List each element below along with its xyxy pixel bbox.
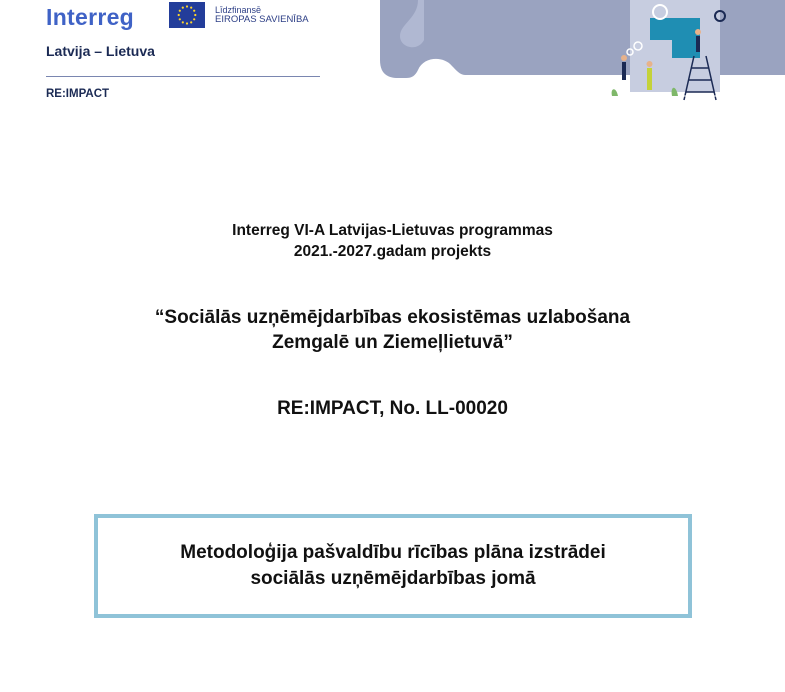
cofinance-line-2: EIROPAS SAVIENĪBA bbox=[215, 14, 309, 25]
project-title bbox=[0, 305, 785, 355]
interreg-wordmark: Interreg bbox=[46, 4, 135, 30]
program-line-1: Interreg VI-A Latvijas-Lietuvas programmas bbox=[232, 222, 553, 239]
project-title-line-1: “Sociālās uzņēmējdarbības ekosistēmas uzlabošana bbox=[154, 307, 631, 328]
cofinance-label bbox=[215, 5, 355, 25]
project-code: RE:IMPACT, No. LL-00020 bbox=[277, 398, 508, 419]
cofinance-line-1: Līdzfinansē bbox=[215, 5, 262, 15]
program-heading bbox=[0, 220, 785, 262]
document-title-line-2: sociālās uzņēmējdarbības jomā bbox=[250, 568, 536, 589]
header-divider bbox=[46, 76, 320, 77]
puzzle-illustration-icon bbox=[360, 0, 785, 110]
document-title-line-1: Metodoloģija pašvaldību rīcības plāna izstrādei bbox=[180, 542, 606, 563]
project-tag: RE:IMPACT bbox=[46, 88, 110, 100]
project-title-line-2: Zemgalē un Ziemeļlietuvā” bbox=[272, 332, 513, 353]
program-region: Latvija – Lietuva bbox=[46, 43, 155, 59]
program-line-2: 2021.-2027.gadam projekts bbox=[293, 243, 492, 260]
eu-flag-icon bbox=[169, 2, 205, 28]
document-title-box bbox=[94, 514, 692, 618]
